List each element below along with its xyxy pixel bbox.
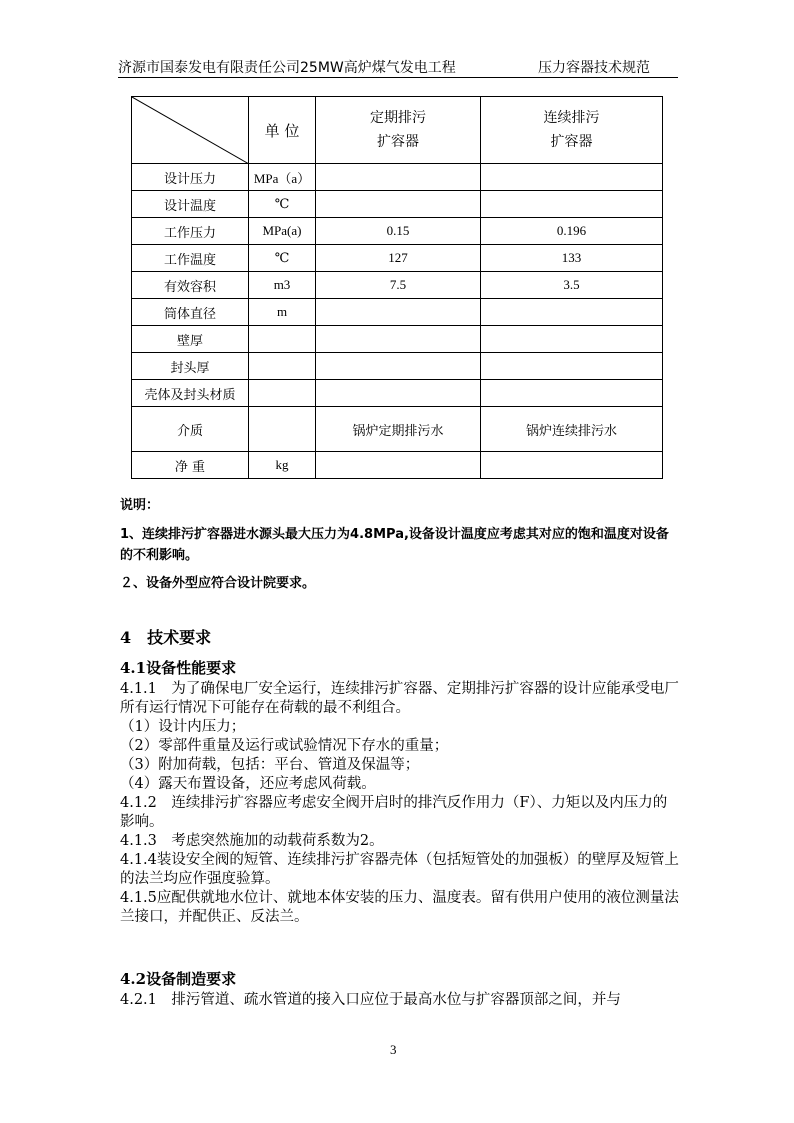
col2-header-line2: 扩容器 [550,134,593,150]
spec-table [131,96,663,479]
row-value-1: 7.5 [316,272,481,299]
section-4-1-body [120,680,680,927]
table-row [132,326,663,353]
row-value-2 [481,164,663,191]
para-4-1-4: 4.1.4装设安全阀的短管、连续排污扩容器壳体（包括短管处的加强板）的壁厚及短管上的法兰均应作强度验算。 [120,852,679,887]
row-unit: MPa（a） [249,164,316,191]
row-value-2: 3.5 [481,272,663,299]
table-row [132,164,663,191]
table-row [132,407,663,452]
row-unit [249,353,316,380]
list-item: （3）附加荷载，包括：平台、管道及保温等； [120,757,420,773]
list-item: （1）设计内压力； [120,719,246,735]
diagonal-line [132,97,249,164]
row-value-2: 0.196 [481,218,663,245]
page-header [118,57,678,78]
list-item: （4）露天布置设备，还应考虑风荷载。 [120,776,376,792]
para-4-2-1: 4.2.1 排污管道、疏水管道的接入口应位于最高水位与扩容器顶部之间，并与 [120,992,621,1008]
col1-header [316,97,481,164]
row-value-2 [481,191,663,218]
row-value-1 [316,299,481,326]
note-1: 1、连续排污扩容器进水源头最大压力为4.8MPa,设备设计温度应考虑其对应的饱和温度对设备的不利影响。 [120,527,669,563]
row-value-1 [316,353,481,380]
col2-header [481,97,663,164]
para-4-1-2: 4.1.2 连续排污扩容器应考虑安全阀开启时的排汽反作用力（F）、力矩以及内压力的影响。 [120,795,668,830]
table-row [132,245,663,272]
para-4-1-3: 4.1.3 考虑突然施加的动载荷系数为2。 [120,833,384,849]
table-row [132,380,663,407]
table-row [132,299,663,326]
row-unit: kg [249,452,316,479]
notes-title: 说明： [120,498,160,513]
row-value-2: 133 [481,245,663,272]
row-label: 净 重 [132,452,249,479]
note-2: ２、设备外型应符合设计院要求。 [120,576,316,591]
row-value-1 [316,191,481,218]
unit-header: 单 位 [249,97,316,164]
row-value-1 [316,164,481,191]
row-unit: MPa(a) [249,218,316,245]
row-unit: m3 [249,272,316,299]
row-value-1 [316,380,481,407]
row-label: 介质 [132,407,249,452]
table-row [132,218,663,245]
table-row [132,353,663,380]
header-project-title: 济源市国泰发电有限责任公司25MW高炉煤气发电工程 [118,60,456,76]
row-value-2 [481,353,663,380]
row-value-2: 锅炉连续排污水 [481,407,663,452]
row-value-2 [481,299,663,326]
row-unit [249,326,316,353]
row-label: 壁厚 [132,326,249,353]
row-label: 工作压力 [132,218,249,245]
row-value-2 [481,380,663,407]
table-row [132,272,663,299]
col1-header-line2: 扩容器 [377,134,419,150]
para-4-1-5: 4.1.5应配供就地水位计、就地本体安装的压力、温度表。留有供用户使用的液位测量法兰接口，并配供正、反法兰。 [120,890,679,925]
row-label: 设计温度 [132,191,249,218]
row-label: 封头厚 [132,353,249,380]
row-value-1 [316,452,481,479]
list-item: （2）零部件重量及运行或试验情况下存水的重量； [120,738,449,754]
row-label: 壳体及封头材质 [132,380,249,407]
row-value-1: 127 [316,245,481,272]
section-4-title: 4 技术要求 [120,628,212,647]
row-unit: m [249,299,316,326]
row-value-2 [481,452,663,479]
row-value-2 [481,326,663,353]
row-label: 筒体直径 [132,299,249,326]
row-value-1: 0.15 [316,218,481,245]
row-value-1: 锅炉定期排污水 [316,407,481,452]
page-number: 3 [390,1042,397,1057]
row-value-1 [316,326,481,353]
table-row [132,191,663,218]
table-row [132,452,663,479]
section-4-2-title: 4.2设备制造要求 [120,970,237,988]
para-4-1-1: 4.1.1 为了确保电厂安全运行，连续排污扩容器、定期排污扩容器的设计应能承受电厂所有运行情况下可能存在荷载的最不利组合。 [120,681,679,716]
row-label: 设计压力 [132,164,249,191]
col1-header-line1: 定期排污 [370,110,426,126]
row-unit: ℃ [249,245,316,272]
row-unit [249,380,316,407]
header-doc-title: 压力容器技术规范 [538,60,650,76]
section-4-1-title: 4.1设备性能要求 [120,659,237,677]
row-unit: ℃ [249,191,316,218]
row-label: 工作温度 [132,245,249,272]
row-unit [249,407,316,452]
row-label: 有效容积 [132,272,249,299]
diagonal-header-cell [132,97,249,164]
table-header-row [132,97,663,164]
col2-header-line1: 连续排污 [543,110,600,126]
